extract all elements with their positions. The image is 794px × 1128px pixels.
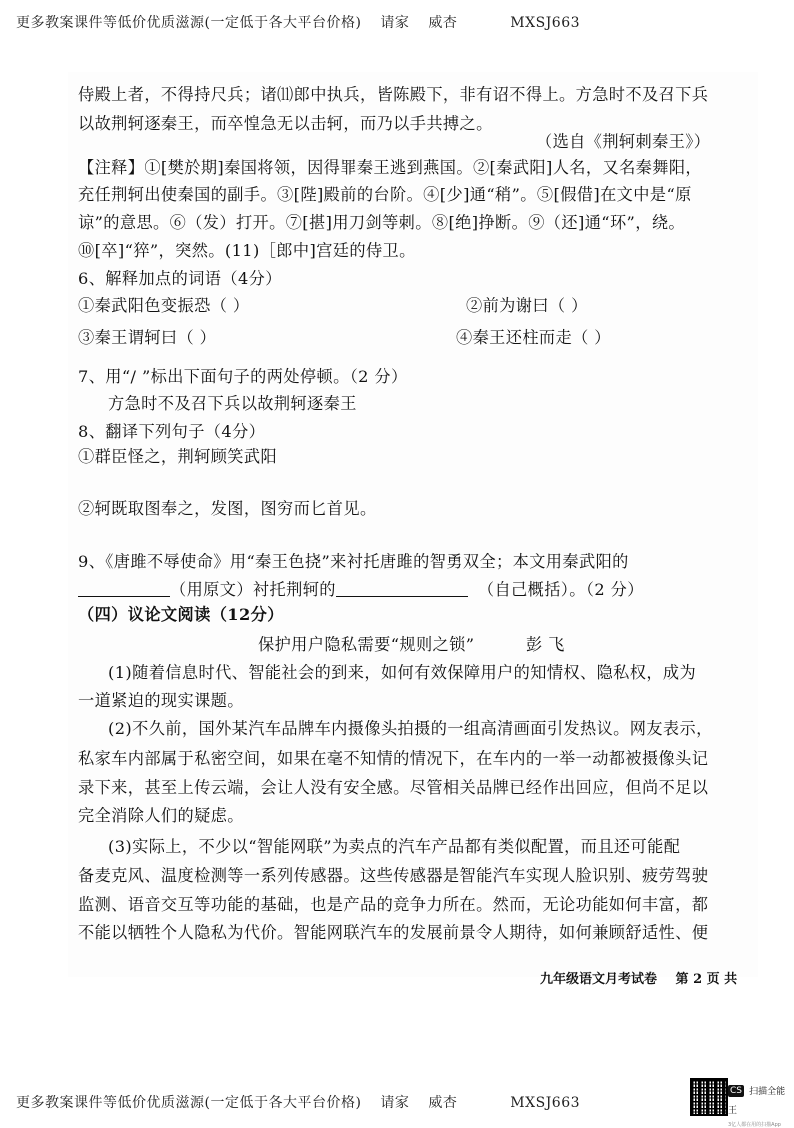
q8-sentence-2: ②轲既取图奉之，发图，图穷而匕首见。 <box>78 499 377 518</box>
scanner-name: 扫描全能王 <box>728 1087 786 1116</box>
q6-item-a: ①秦武阳色变振恐（ ） <box>78 296 250 315</box>
para1-line-2: 一道紧迫的现实课题。 <box>78 691 244 710</box>
article-author: 彭 飞 <box>526 635 565 654</box>
camscanner-logo-icon: CS <box>730 1085 742 1096</box>
banner-contact-label-bottom: 请家 <box>380 1095 410 1111</box>
banner-text-bottom: 更多教案课件等低价优质滋源(一定低于各大平台价格) <box>16 1095 362 1111</box>
qr-code-icon <box>690 1078 728 1116</box>
passage-line-1: 侍殿上者，不得持尺兵；诸⑾郎中执兵，皆陈殿下，非有诏不得上。方急时不及召下兵 <box>78 85 709 104</box>
page-footer <box>540 968 737 987</box>
notes-line-1: 【注释】①[樊於期]秦国将领，因得罪秦王逃到燕国。②[秦武阳]人名，又名秦舞阳， <box>78 158 703 177</box>
q9-blank-2[interactable] <box>336 580 468 597</box>
banner-code-bottom: MXSJ663 <box>510 1095 581 1111</box>
q9-blank-1[interactable] <box>78 580 170 597</box>
bottom-banner <box>16 1092 580 1112</box>
q9-line-1: 9、《唐雎不辱使命》用“秦王色挠”来衬托唐雎的智勇双全；本文用秦武阳的 <box>78 552 629 571</box>
q8-sentence-1: ①群臣怪之，荆轲顾笑武阳 <box>78 447 278 466</box>
q7-sentence: 方急时不及召下兵以故荆轲逐秦王 <box>108 394 357 413</box>
q6-item-d: ④秦王还柱而走（ ） <box>456 328 611 347</box>
q6-title: 6、解释加点的词语（4分） <box>78 269 282 288</box>
q6-item-b: ②前为谢曰（ ） <box>466 296 588 315</box>
banner-code: MXSJ663 <box>510 15 581 31</box>
banner-text: 更多教案课件等低价优质滋源(一定低于各大平台价格) <box>16 15 362 31</box>
banner-contact-name-bottom: 威杏 <box>428 1095 458 1111</box>
notes-line-4: ⑩[卒]“猝”，突然。(11)［郎中]宫廷的侍卫。 <box>78 241 416 260</box>
q6-item-c: ③秦王谓轲曰（ ） <box>78 328 217 347</box>
passage-source: （选自《荆轲刺秦王》） <box>536 132 711 151</box>
para2-line-1: (2)不久前，国外某汽车品牌车内摄像头拍摄的一组高清画面引发热议。网友表示， <box>108 719 713 738</box>
footer-page: 第 2 页 共 <box>675 972 738 987</box>
notes-line-3: 谅”的意思。⑥（发）打开。⑦[揕]用刀剑等刺。⑧[绝]挣断。⑨（还]通“环”，绕。 <box>78 213 685 232</box>
para2-line-2: 私家车内部属于私密空间，如果在毫不知情的情况下，在车内的一举一动都被摄像头记 <box>78 749 709 768</box>
footer-exam: 九年级语文月考试卷 <box>540 972 658 987</box>
q9-part-a: （用原文）衬托荆轲的 <box>170 580 336 599</box>
article-title: 保护用户隐私需要“规则之锁” <box>258 635 475 654</box>
q9-line-2 <box>78 579 644 601</box>
para3-line-3: 监测、语音交互等功能的基础，也是产品的竞争力所在。然而，无论功能如何丰富，都 <box>78 895 709 914</box>
para1-line-1: (1)随着信息时代、智能社会的到来，如何有效保障用户的知情权、隐私权，成为 <box>108 663 697 682</box>
scanner-sub: 3亿人都在用的扫描App <box>728 1122 781 1128</box>
para3-line-1: (3)实际上，不少以“智能网联”为卖点的汽车产品都有类似配置，而且还可能配 <box>108 837 681 856</box>
scanner-watermark <box>728 1080 786 1128</box>
para2-line-4: 完全消除人们的疑虑。 <box>78 806 244 825</box>
top-banner <box>16 12 580 32</box>
para2-line-3: 录下来，甚至上传云端，会让人没有安全感。尽管相关品牌已经作出回应，但尚不足以 <box>78 778 709 797</box>
banner-contact-name: 威杏 <box>428 15 458 31</box>
q9-part-b: （自己概括）。（2 分） <box>477 580 644 599</box>
passage-line-2: 以故荆轲逐秦王，而卒惶急无以击轲，而乃以手共搏之。 <box>78 114 493 133</box>
notes-line-2: 充任荆轲出使秦国的副手。③[陛]殿前的台阶。④[少]通“稍”。⑤[假借]在文中是“原 <box>78 185 692 204</box>
section4-heading: （四）议论文阅读（12分） <box>78 605 284 624</box>
banner-contact-label: 请家 <box>380 15 410 31</box>
q7-title: 7、用“/ ”标出下面句子的两处停顿。（2 分） <box>78 367 408 386</box>
para3-line-4: 不能以牺牲个人隐私为代价。智能网联汽车的发展前景令人期待，如何兼顾舒适性、便 <box>78 923 709 942</box>
q8-title: 8、翻译下列句子（4分） <box>78 422 266 441</box>
para3-line-2: 备麦克风、温度检测等一系列传感器。这些传感器是智能汽车实现人脸识别、疲劳驾驶 <box>78 866 709 885</box>
